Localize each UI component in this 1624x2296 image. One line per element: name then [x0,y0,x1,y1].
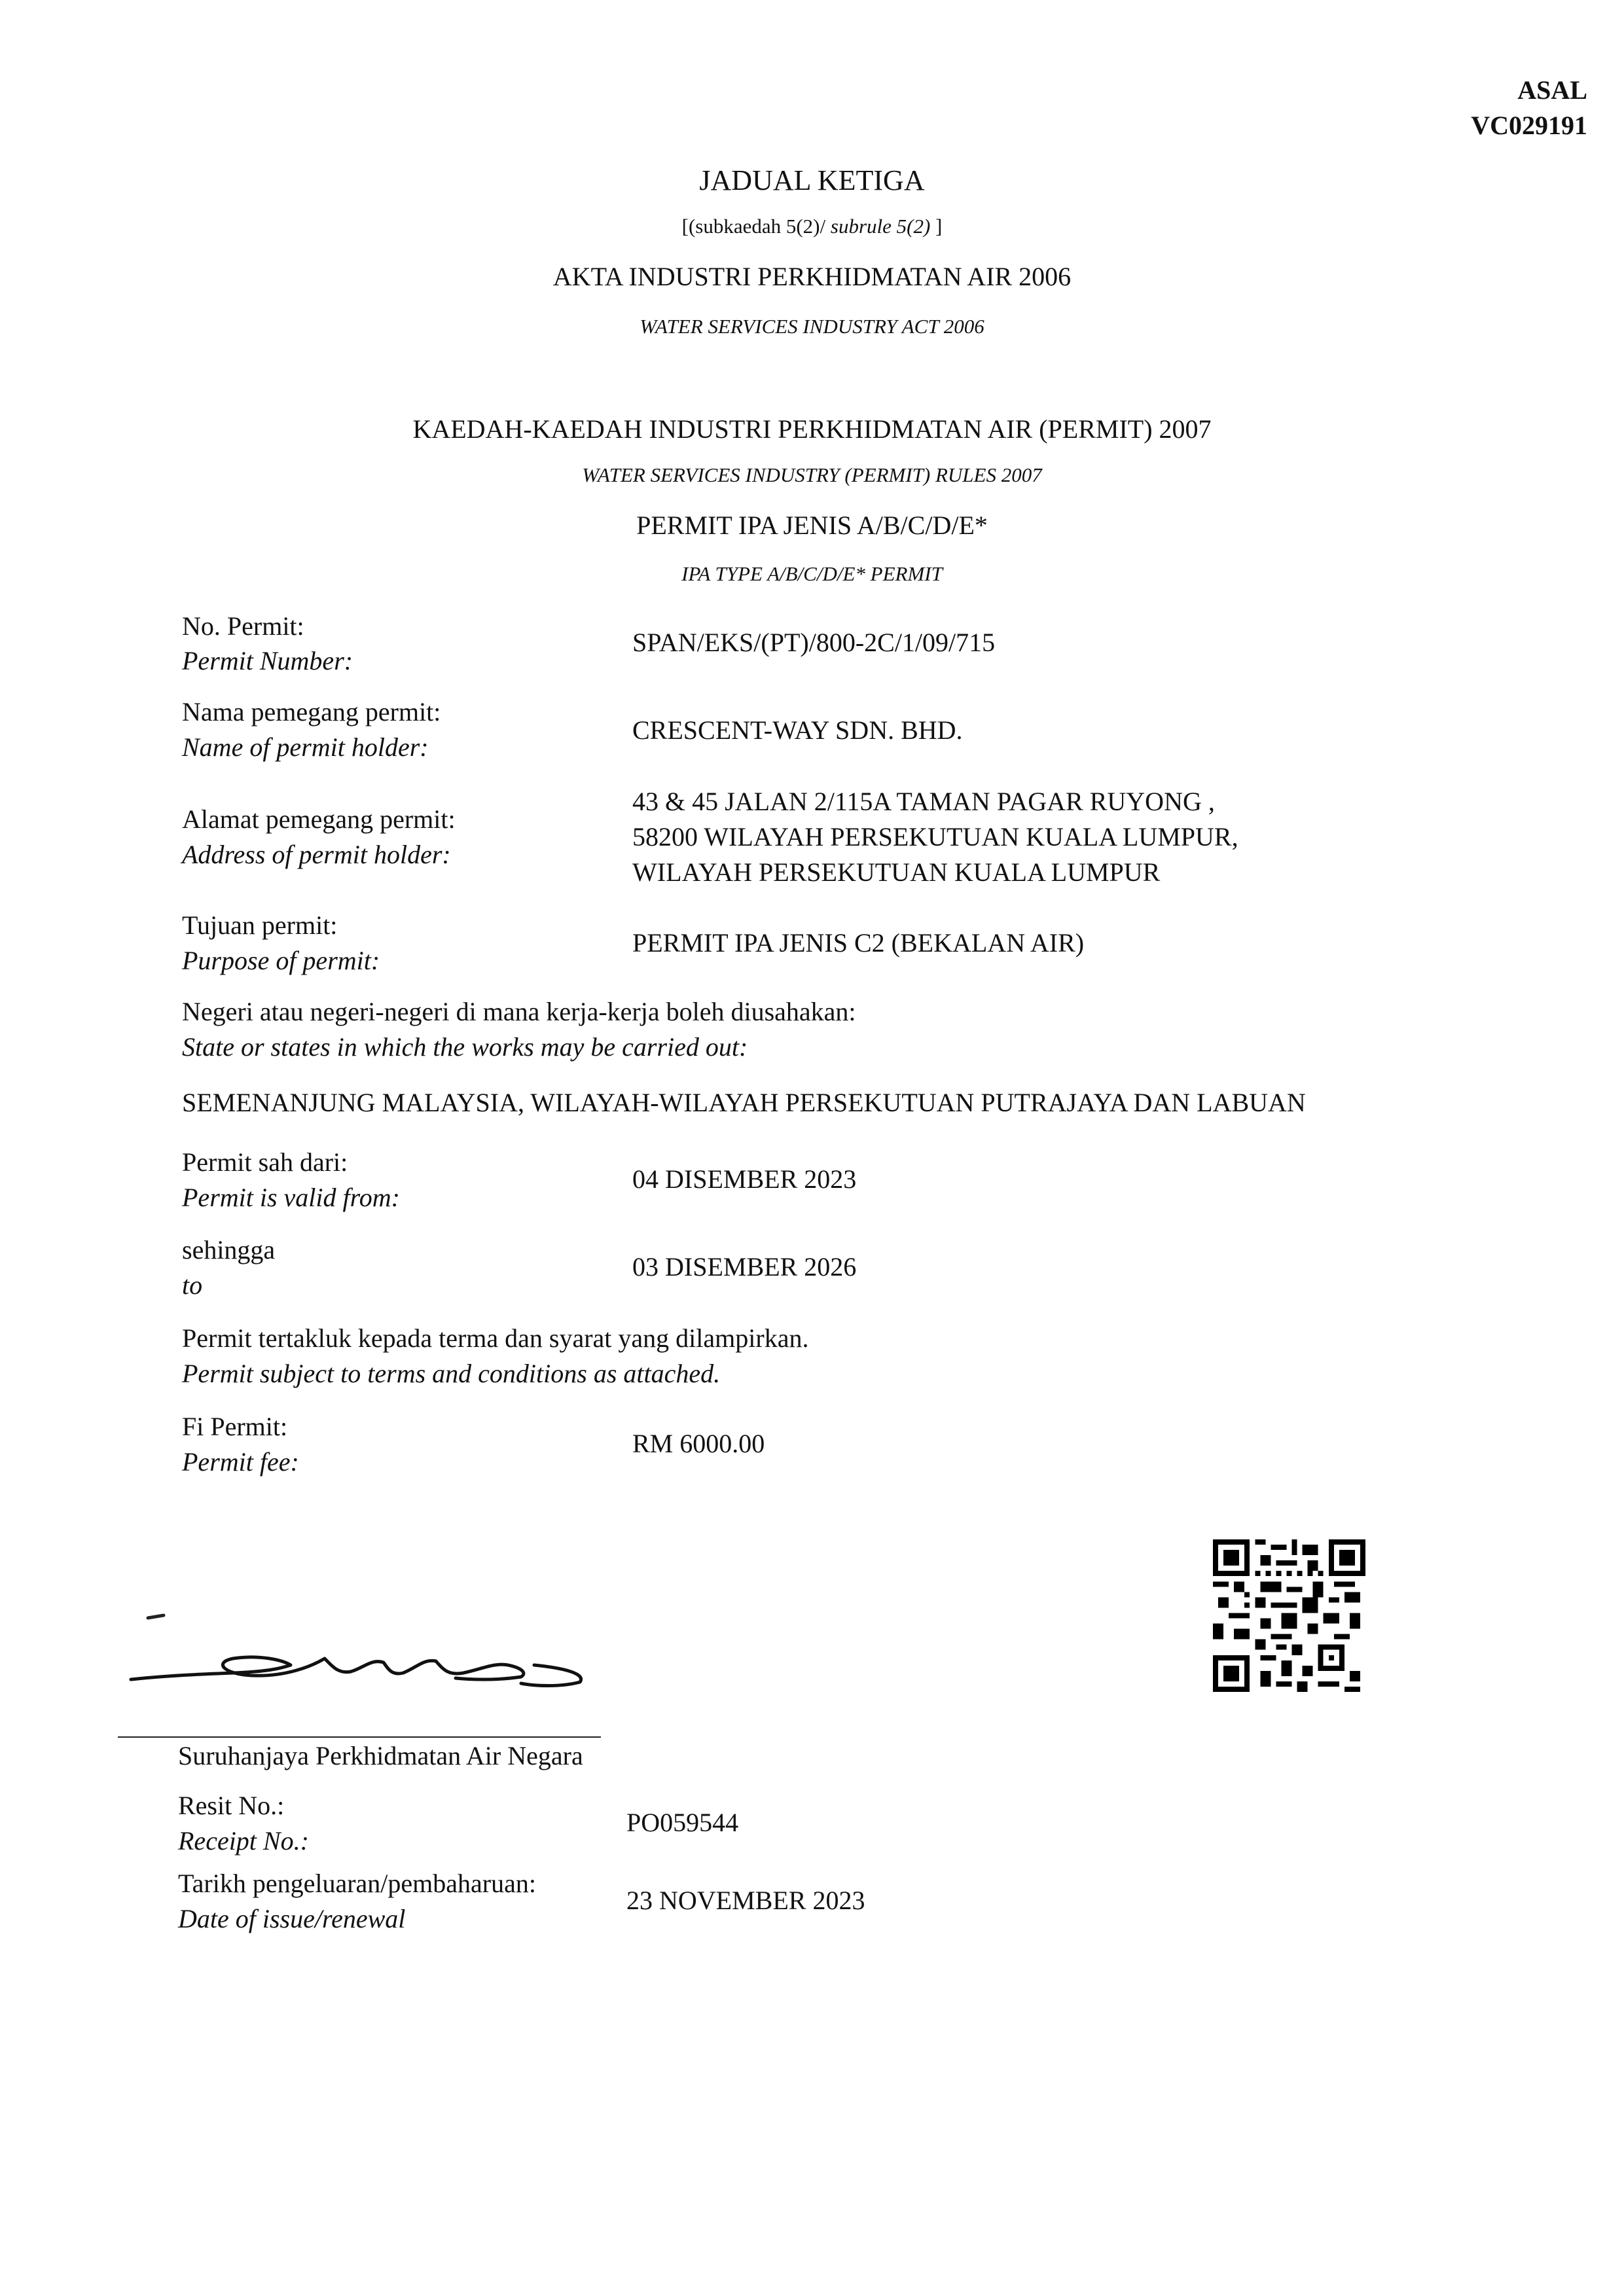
schedule-title: JADUAL KETIGA [699,164,925,196]
terms-text: Permit tertakluk kepada terma dan syarat yang dilampirkan. [182,1323,809,1353]
valid-from-label: Permit sah dari: [182,1147,348,1177]
issuer-name: Suruhanjaya Perkhidmatan Air Negara [178,1741,583,1770]
purpose-label: Tujuan permit: [182,910,338,940]
receipt-value: PO059544 [626,1808,739,1837]
act-title-english: WATER SERVICES INDUSTRY ACT 2006 [640,315,984,338]
holder-name-label-english: Name of permit holder: [182,732,429,762]
valid-to-label-english: to [182,1270,203,1300]
permit-type-title: PERMIT IPA JENIS A/B/C/D/E* [636,511,988,540]
receipt-label: Resit No.: [178,1791,285,1820]
permit-number-value: SPAN/EKS/(PT)/800-2C/1/09/715 [632,628,996,657]
terms-text-english: Permit subject to terms and conditions as attached. [182,1359,721,1388]
permit-type-title-english: IPA TYPE A/B/C/D/E* PERMIT [681,562,943,585]
signature-image [128,1602,600,1700]
signature-line [118,1736,601,1738]
valid-from-label-english: Permit is valid from: [182,1183,400,1212]
permit-number-label-english: Permit Number: [182,646,353,675]
issue-date-label-english: Date of issue/renewal [178,1904,406,1933]
fee-value: RM 6000.00 [632,1429,765,1458]
holder-name-label: Nama pemegang permit: [182,697,441,726]
permit-number-label: No. Permit: [182,611,304,641]
issue-date-value: 23 NOVEMBER 2023 [626,1886,865,1915]
subrule-line: [(subkaedah 5(2)/ subrule 5(2) ] [681,215,943,238]
valid-to-value: 03 DISEMBER 2026 [632,1252,857,1282]
receipt-label-english: Receipt No.: [178,1826,309,1856]
holder-address-line: 43 & 45 JALAN 2/115A TAMAN PAGAR RUYONG , [632,787,1215,816]
valid-to-label: sehingga [182,1235,276,1265]
rules-title-english: WATER SERVICES INDUSTRY (PERMIT) RULES 2007 [582,463,1042,486]
purpose-label-english: Purpose of permit: [182,946,380,975]
qr-code-image [1213,1539,1365,1692]
holder-address-line: 58200 WILAYAH PERSEKUTUAN KUALA LUMPUR, [632,822,1238,852]
states-value: SEMENANJUNG MALAYSIA, WILAYAH-WILAYAH PERSEKUTUAN PUTRAJAYA DAN LABUAN [182,1088,1306,1117]
purpose-value: PERMIT IPA JENIS C2 (BEKALAN AIR) [632,928,1085,958]
holder-address-label-english: Address of permit holder: [182,840,451,869]
holder-address-line: WILAYAH PERSEKUTUAN KUALA LUMPUR [632,857,1161,887]
holder-address-label: Alamat pemegang permit: [182,804,456,834]
serial-number: VC029191 [1471,111,1587,140]
holder-name-value: CRESCENT-WAY SDN. BHD. [632,715,963,745]
act-title: AKTA INDUSTRI PERKHIDMATAN AIR 2006 [552,262,1072,291]
copy-mark: ASAL [1517,75,1587,105]
rules-title: KAEDAH-KAEDAH INDUSTRI PERKHIDMATAN AIR (PERMIT) 2007 [412,414,1212,444]
fee-label-english: Permit fee: [182,1447,299,1477]
issue-date-label: Tarikh pengeluaran/pembaharuan: [178,1869,536,1898]
states-label-english: State or states in which the works may be carried out: [182,1032,748,1062]
valid-from-value: 04 DISEMBER 2023 [632,1164,857,1194]
states-label: Negeri atau negeri-negeri di mana kerja-kerja boleh diusahakan: [182,997,856,1026]
fee-label: Fi Permit: [182,1412,288,1441]
